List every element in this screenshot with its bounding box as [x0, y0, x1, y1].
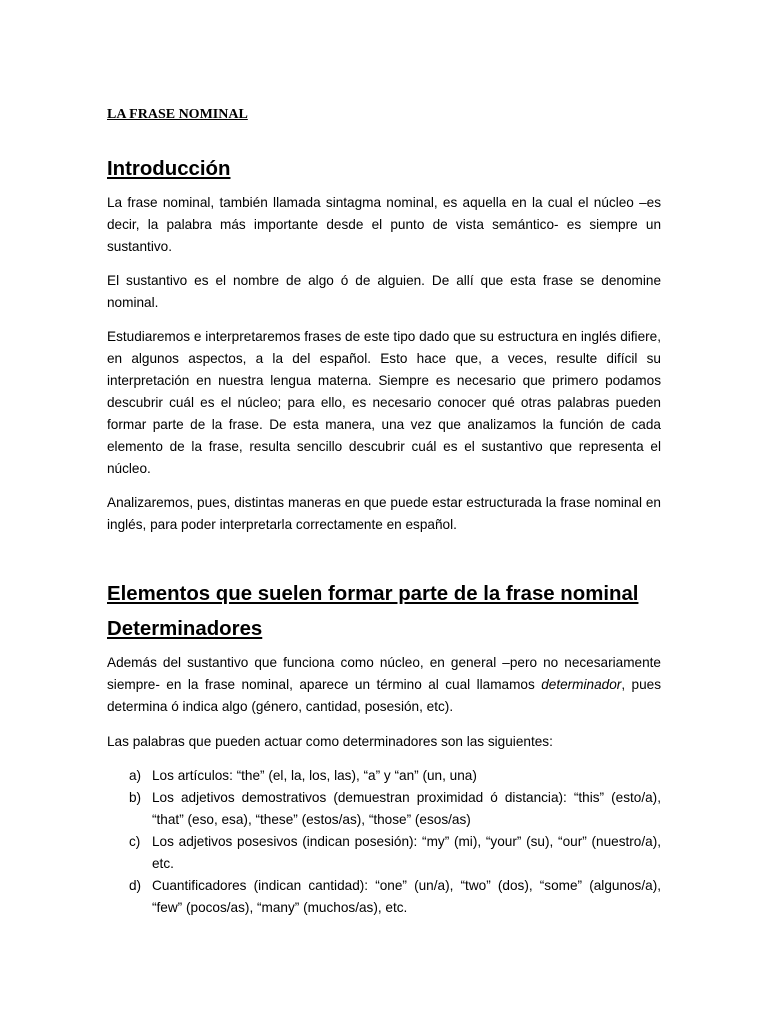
list-item [107, 787, 661, 831]
list-marker: a) [129, 768, 142, 783]
determiners-text-before: Además del sustantivo que funciona como núcleo, en general –pero no necesariamente siempre- en la frase nominal, aparece un término al cual llamamos [107, 655, 661, 692]
intro-heading: Introducción [107, 158, 231, 180]
determiners-paragraph [107, 652, 661, 718]
list-item-text: Cuantificadores (indican cantidad): “one” (un/a), “two” (dos), “some” (algunos/a), “few” (pocos/as), “many” (muchos/as), etc. [152, 878, 661, 915]
list-marker: c) [129, 834, 141, 849]
intro-paragraph-2: El sustantivo es el nombre de algo ó de alguien. De allí que esta frase se denomine nominal. [107, 273, 661, 310]
list-item [107, 765, 661, 787]
intro-paragraph-4: Analizaremos, pues, distintas maneras en que puede estar estructurada la frase nominal en inglés, para poder interpretarla correctamente en español. [107, 495, 661, 532]
document-title: LA FRASE NOMINAL [107, 107, 248, 122]
list-item-text: Los adjetivos demostrativos (demuestran proximidad ó distancia): “this” (esto/a), “that” (eso, esa), “these” (estos/as), “those” (esos/as) [152, 790, 661, 827]
list-intro: Las palabras que pueden actuar como determinadores son las siguientes: [107, 734, 553, 749]
intro-paragraph-1: La frase nominal, también llamada sintagma nominal, es aquella en la cual el núcleo –es decir, la palabra más importante desde el punto de vista semántico- es siempre un sustantivo. [107, 195, 661, 254]
list-marker: d) [129, 878, 142, 893]
determinador-term: determinador [541, 677, 622, 692]
intro-paragraph-3: Estudiaremos e interpretaremos frases de este tipo dado que su estructura en inglés difiere, en algunos aspectos, a la del español. Esto hace que, a veces, resulte difícil su interpretación en nuestra lengua materna. Siempre es necesario que primero podamos descubrir cuál es el núcleo; para ello, es necesario conocer qué otras palabras pueden formar parte de la frase. De esta manera, una vez que analizamos la función de cada elemento de la frase, resulta sencillo descubrir cuál es el sustantivo que representa el núcleo. [107, 329, 661, 476]
determiners-heading: Determinadores [107, 618, 263, 640]
elements-heading: Elementos que suelen formar parte de la frase nominal [107, 583, 639, 605]
list-item [107, 875, 661, 919]
list-marker: b) [129, 790, 142, 805]
list-item-text: Los artículos: “the” (el, la, los, las), “a” y “an” (un, una) [152, 768, 477, 783]
list-item [107, 831, 661, 875]
determiners-text-after: , pues determina ó indica algo (género, cantidad, posesión, etc). [107, 677, 661, 714]
determiners-list [107, 765, 661, 919]
list-item-text: Los adjetivos posesivos (indican posesión): “my” (mi), “your” (su), “our” (nuestro/a), etc. [152, 834, 661, 871]
